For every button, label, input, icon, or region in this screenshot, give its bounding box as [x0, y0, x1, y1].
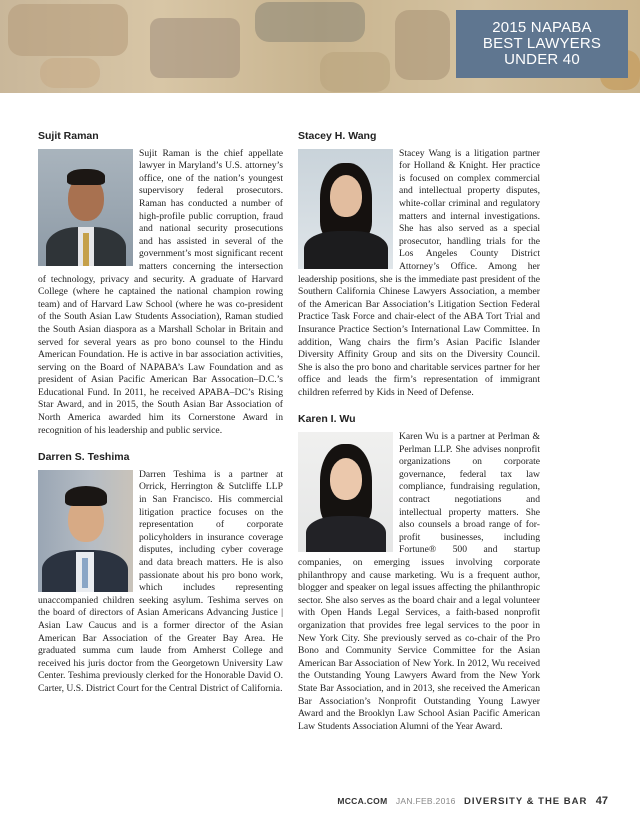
portrait-photo [38, 149, 133, 266]
footer-site: MCCA.COM [337, 796, 388, 806]
banner-title-line-3: UNDER 40 [504, 51, 580, 68]
portrait-photo [298, 432, 393, 552]
page-footer [337, 795, 608, 807]
profile-bio: Karen Wu is a partner at Perlman & Perlman LLP. She advises nonprofit organizations on corporate governance, federal tax law compliance, fundraising regulation, contract negotiations and intellectual property matters. She also counsels a broad range of for-profit businesses, including Fortune® 500 and startup companies, on emerging issues involving corporate philanthropy and cause marketing. Wu is a frequent author, blogger and speaker on legal issues affecting the philanthropic sector. She also serves as the board chair and a legal volunteer with Open Hands Legal Services, a faith-based nonprofit organization that provides free legal services to the poor in New York City. She previously served as co-chair of the Pro Bono and Community Service Committee for the Asian American Bar Association of New York. In 2012, Wu received the Outstanding Young Lawyers Award from the New York State Bar Association, and in 2013, she received the American Bar Association’s Nonprofit Outstanding Young Lawyer Award and the Brooklyn Law School Asian Pacific American Law Students Association Alumni of the Year Award. [298, 431, 540, 732]
profile-bio: Darren Teshima is a partner at Orrick, Herrington & Sutcliffe LLP in San Francisco. His commercial litigation practice focuses on the representation of corporate policyholders in insurance coverage disputes, including cyber coverage and data breach matters. He is also passionate about his pro bono work, which includes representing unaccompanied children seeking asylum. Teshima serves on the board of directors of Asian Americans Advancing Justice | Asian Law Caucus and is a former director of the Asian American Bar Association of the Greater Bay Area. He graduated summa cum laude from Amherst College and received his juris doctor from the Georgetown University Law Center. Teshima previously clerked for the Honorable David O. Carter, U.S. District Court for the Central District of California. [38, 468, 283, 694]
speech-bubble-decoration [320, 52, 390, 92]
profile-stacey-wang [298, 130, 540, 399]
banner-title-line-2: BEST LAWYERS [482, 35, 602, 52]
speech-bubble-decoration [395, 10, 450, 80]
footer-magazine-title: DIVERSITY & THE BAR [464, 796, 588, 807]
banner-title-box [456, 10, 628, 78]
header-banner [0, 0, 640, 93]
speech-bubble-decoration [255, 2, 365, 42]
profile-bio: Stacey Wang is a litigation partner for Holland & Knight. Her practice is focused on complex commercial and intellectual property disputes, white-collar criminal and regulatory matters and internal investigations. She has also served as a special prosecutor, handling trials for the Los Angeles County District Attorney’s Office. Among her leadership positions, she is the immediate past president of the Southern California Chinese Lawyers Association, a member of the American Bar Association’s Litigation Section Federal Practice Task Force and chair-elect of the ABA Tort Trial and Insurance Practice Section’s International Law Committee. In addition, Wang chairs the firm’s Asian Pacific Islander Diversity Affinity Group and sits on the Diversity Council. She is also the pro bono and charitable services partner for her office and leads the firm’s representation of immigrant children referred by Kids in Need of Defense. [298, 147, 540, 398]
right-column [298, 130, 540, 745]
left-column [38, 130, 283, 708]
speech-bubble-decoration [8, 4, 128, 56]
footer-date: JAN.FEB.2016 [395, 796, 456, 806]
profile-name: Sujit Raman [38, 130, 99, 142]
speech-bubble-decoration [150, 18, 240, 78]
profile-name: Stacey H. Wang [298, 130, 377, 142]
portrait-photo [38, 470, 133, 592]
profile-name: Darren S. Teshima [38, 451, 130, 464]
profile-darren-teshima [38, 451, 283, 695]
portrait-photo [298, 149, 393, 269]
profile-bio: Sujit Raman is the chief appellate lawyer in Maryland’s U.S. attorney’s office, one of the nation’s youngest supervisory federal prosecutors. Raman has conducted a number of high-profile public corruption, fraud and national security prosecutions and has assisted in several of the government’s most significant recent matters concerning the intersection of technology, privacy and security. A graduate of Harvard College (where he captained the national champion rowing team) and of Harvard Law School (where he was co-president of the South Asian Law Students Association), Raman studied the South Asian diaspora as a Marshall Scholar in Britain and served for several years as pro bono counsel to the Hindu American Foundation. He is active in bar association activities, serving on the Board of NAPABA’s Law Foundation and as president of Asian Pacific American Bar Assocation–D.C.’s Educational Fund. In 2011, he received APABA–DC’s Rising Star Award, and in 2015, the South Asian Bar Association of North America awarded him its Cornerstone Award in recognition of his leadership and public service. [38, 147, 283, 436]
speech-bubble-decoration [40, 58, 100, 88]
profile-name: Karen I. Wu [298, 413, 356, 426]
page-number: 47 [595, 795, 608, 807]
profile-sujit-raman [38, 130, 283, 437]
banner-title-line-1: 2015 NAPABA [492, 19, 592, 36]
profile-karen-wu [298, 413, 540, 733]
